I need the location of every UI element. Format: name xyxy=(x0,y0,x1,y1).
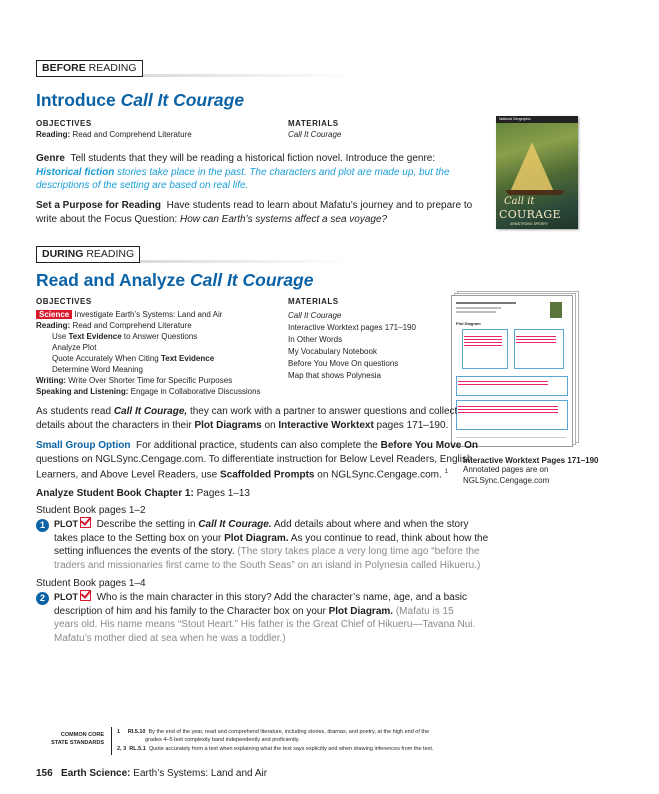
worktext-thumbnail xyxy=(451,295,578,446)
before-objective-reading: Reading: Read and Comprehend Literature xyxy=(36,130,192,139)
objective-analyze-plot: Analyze Plot xyxy=(52,343,97,352)
q2-number: 2 xyxy=(36,592,49,605)
cover-brand: National Geographic xyxy=(499,117,531,121)
q1-pages-ref: Student Book pages 1–2 xyxy=(36,505,146,516)
standards-label: COMMON CORE STATE STANDARDS xyxy=(51,732,104,746)
cover-title-line2: COURAGE xyxy=(499,208,561,221)
standards-divider xyxy=(111,727,112,755)
purpose-paragraph: Set a Purpose for Reading Have students read to learn about Mafatu’s journey and to prepare to write about the Focus Question: How can Earth’s systems affect a sea voyage? xyxy=(36,200,473,225)
objective-writing: Writing: Write Over Shorter Time for Specific Purposes xyxy=(36,376,233,385)
book-cover xyxy=(496,116,578,229)
objective-speaking: Speaking and Listening: Engage in Collaborative Discussions xyxy=(36,387,261,396)
material-worktext: Interactive Worktext pages 171–190 xyxy=(288,323,416,332)
annotated-pages-note: Annotated pages are on NGLSync.Cengage.com xyxy=(463,465,550,485)
material-before-you-move-on: Before You Move On questions xyxy=(288,359,399,368)
page-number: 156 xyxy=(36,768,53,779)
partner-paragraph: As students read Call It Courage, they can work with a partner to answer questions and collect details about the characters in their Plot Diagrams on Interactive Worktext pages 171–190. xyxy=(36,406,458,431)
objective-reading: Reading: Read and Comprehend Literature xyxy=(36,321,192,330)
material-book: Call It Courage xyxy=(288,311,342,320)
worksheet-title: Plot Diagram xyxy=(456,321,481,326)
before-tab-rest: READING xyxy=(85,62,137,74)
during-materials-heading: MATERIALS xyxy=(288,297,339,306)
before-reading-tab xyxy=(36,60,356,77)
material-other-words: In Other Words xyxy=(288,335,343,344)
objective-word-meaning: Determine Word Meaning xyxy=(52,365,144,374)
before-tab-bold: BEFORE xyxy=(42,62,86,74)
objective-use-evidence: Use Text Evidence to Answer Questions xyxy=(52,332,198,341)
during-title: Read and Analyze Call It Courage xyxy=(36,270,314,290)
during-objectives-heading: OBJECTIVES xyxy=(36,297,92,306)
page-footer: 156 Earth Science: Earth’s Systems: Land and Air xyxy=(36,768,268,779)
objective-quote: Quote Accurately When Citing Text Evidence xyxy=(52,354,215,363)
analyze-heading: Analyze Student Book Chapter 1: Pages 1–13 xyxy=(36,488,250,499)
during-tab-bold: DURING xyxy=(42,248,84,260)
during-reading-tab xyxy=(36,246,356,263)
before-material-book: Call It Courage xyxy=(288,130,342,139)
cover-title-line1: Call it xyxy=(504,196,535,207)
small-group-option: Small Group Option For additional practice, students can also complete the Before You Move On questions on NGLSync.Cengage.com. To differentiate instruction for Below Level Readers, English Learners, and Above Level Readers, use Scaffolded Prompts on NGLSync.Cengage.com. $^1$ xyxy=(36,440,479,481)
during-objectives-list xyxy=(36,309,261,397)
q2-checkbox-icon xyxy=(80,590,91,601)
objective-science: Science Investigate Earth’s Systems: Land and Air xyxy=(36,309,261,320)
during-materials-list xyxy=(288,310,416,382)
q1-checkbox-icon xyxy=(80,517,91,528)
worktext-caption: Interactive Worktext Pages 171–190 xyxy=(463,456,599,465)
genre-paragraph: Genre Tell students that they will be reading a historical fiction novel. Introduce the genre: Historical fiction stories take place in the past. The characters and plot are made up, but the descriptions of the setting are based on real life. xyxy=(36,153,450,191)
cover-author: ARMSTRONG SPERRY xyxy=(510,222,549,226)
material-map: Map that shows Polynesia xyxy=(288,371,381,380)
cover-sail xyxy=(510,142,554,192)
before-objectives-heading: OBJECTIVES xyxy=(36,119,92,128)
q2-text: PLOT Who is the main character in this story? Add the character’s name, age, and a basic description of him and his family to the Character box on your Plot Diagram. (Mafatu is 15 years old. His name means “Stout Heart.” His father is the Great Chief of Hikueru—Tavana Nui. Mafatu’s mother died at sea when he was a toddler.) xyxy=(54,592,476,644)
during-tab-rest: READING xyxy=(83,248,135,260)
material-vocab-notebook: My Vocabulary Notebook xyxy=(288,347,377,356)
cover-canoe xyxy=(506,190,564,195)
standards-row-1: 1 RI.5.10 By the end of the year, read and comprehend literature, including stories, dramas, and poetry, at the high end of the grades 4–5 text complexity band independently and proficiently. xyxy=(117,729,430,743)
q2-pages-ref: Student Book pages 1–4 xyxy=(36,578,146,589)
standards-row-2: 2, 3 RL.5.1 Quote accurately from a text when explaining what the text says explicitly and when drawing inferences from the text. xyxy=(117,746,434,752)
before-materials-heading: MATERIALS xyxy=(288,119,339,128)
q1-text: PLOT Describe the setting in Call It Courage. Add details about where and when the story takes place to the Setting box on your Plot Diagram. As you continue to read, think about how the setting influences the events of the story. (The story takes place a very long time ago “before the traders and missionaries first came to the South Seas” on an island in Polynesia called Hikueru.) xyxy=(54,519,489,571)
q1-number: 1 xyxy=(36,519,49,532)
before-title: Introduce Call It Courage xyxy=(36,90,245,110)
